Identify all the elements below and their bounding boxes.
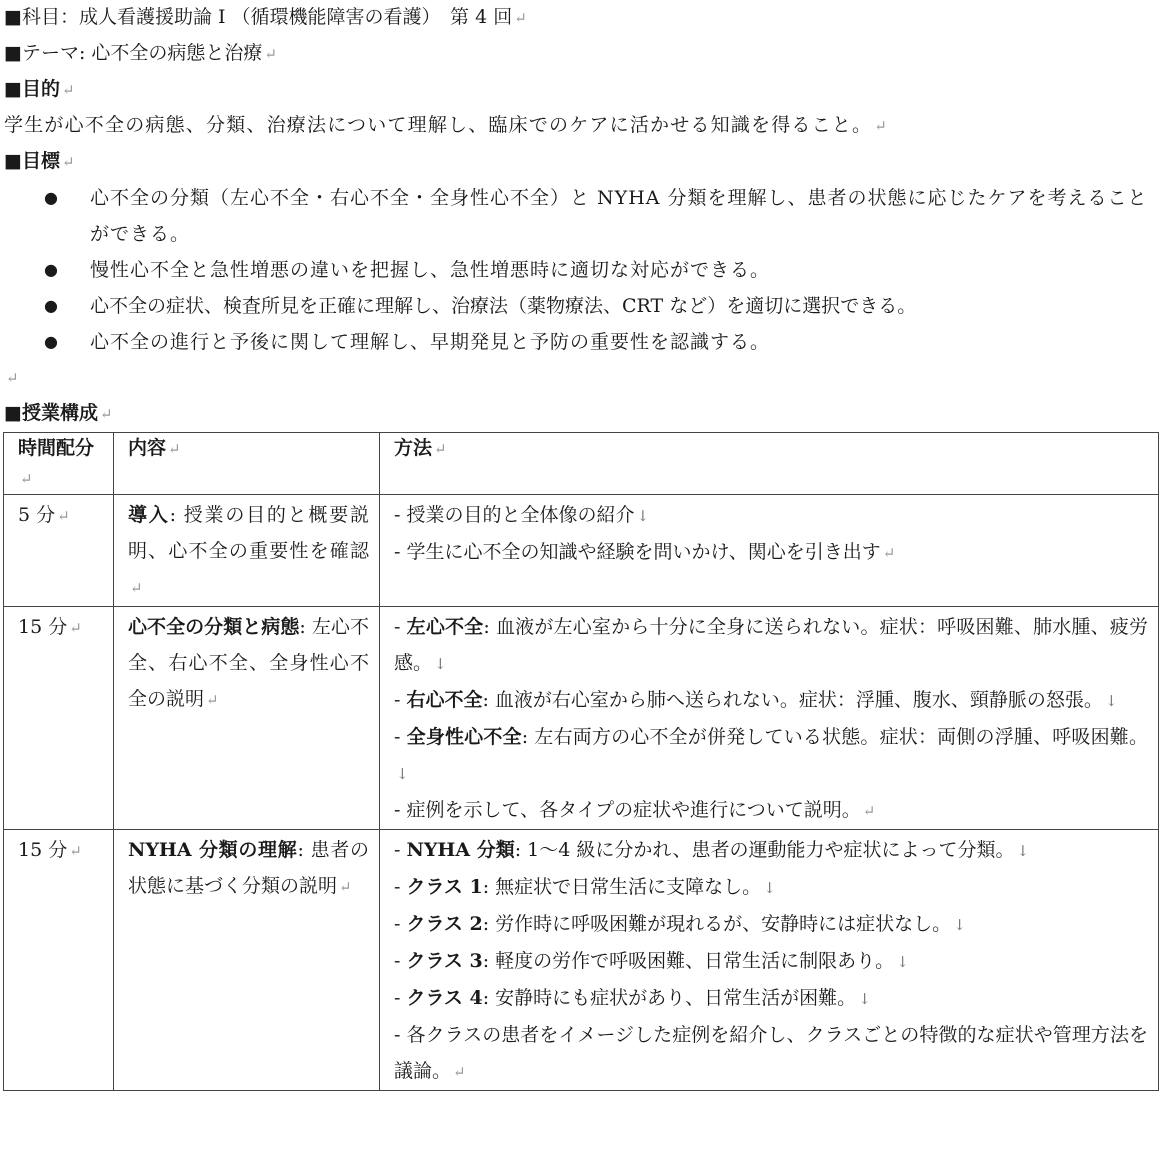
line-break-mark: ↓ bbox=[396, 765, 409, 783]
method-term: クラス 2 bbox=[406, 913, 483, 935]
method-term: クラス 4 bbox=[406, 987, 483, 1009]
paragraph-mark: ↵ bbox=[57, 507, 70, 525]
method-term: 左心不全 bbox=[406, 616, 484, 638]
method-item bbox=[394, 792, 1148, 829]
cell-content bbox=[114, 607, 380, 830]
paragraph-mark: ↵ bbox=[61, 153, 75, 171]
method-term: NYHA 分類 bbox=[406, 839, 515, 861]
time-value: 5 分 bbox=[18, 504, 56, 526]
method-text: : 軽度の労作で呼吸困難、日常生活に制限あり。 bbox=[482, 950, 895, 972]
lesson-plan-table bbox=[3, 432, 1159, 1091]
method-item bbox=[394, 719, 1148, 792]
cell-time bbox=[4, 830, 114, 1091]
line-break-mark: ↓ bbox=[1016, 842, 1030, 860]
bullet-icon: ● bbox=[44, 296, 58, 315]
bullet-icon: ● bbox=[44, 188, 58, 207]
paragraph-mark: ↵ bbox=[69, 619, 82, 637]
method-item bbox=[394, 534, 1148, 571]
paragraph-mark: ↵ bbox=[206, 691, 219, 709]
paragraph-mark: ↵ bbox=[514, 9, 527, 27]
cell-content bbox=[114, 830, 380, 1091]
method-item bbox=[394, 609, 1148, 682]
goal-item: ● 心不全の症状、検査所見を正確に理解し、治療法（薬物療法、CRT など）を適切に選択できる。 bbox=[0, 288, 1168, 324]
goal-item: ● 心不全の分類（左心不全・右心不全・全身性心不全）と NYHA 分類を理解し、患者の状態に応じたケアを考えることができる。 bbox=[0, 180, 1168, 252]
empty-paragraph bbox=[4, 362, 19, 392]
time-value: 15 分 bbox=[18, 839, 68, 861]
method-item bbox=[394, 906, 1148, 943]
content-title: 心不全の分類と病態 bbox=[128, 616, 300, 638]
method-text: : 労作時に呼吸困難が現れるが、安静時には症状なし。 bbox=[482, 913, 952, 935]
table-row bbox=[4, 607, 1159, 830]
content-description: : 患者の状態に基づく分類の説明 bbox=[128, 839, 369, 897]
cell-method bbox=[380, 607, 1159, 830]
line-break-mark: ↓ bbox=[434, 655, 447, 673]
method-prefix: - bbox=[394, 799, 407, 821]
header-content: 内容 ↵ bbox=[114, 433, 380, 495]
method-prefix: - bbox=[394, 616, 407, 638]
cell-time bbox=[4, 607, 114, 830]
cell-content bbox=[114, 495, 380, 607]
paragraph-mark: ↵ bbox=[6, 369, 19, 387]
subject-line: ■科目：成人看護援助論 I （循環機能障害の看護） 第 4 回 ↵ bbox=[4, 6, 527, 28]
cell-method bbox=[380, 495, 1159, 607]
purpose-heading: ■目的 ↵ bbox=[4, 78, 75, 100]
method-text: : 無症状で日常生活に支障なし。 bbox=[482, 876, 762, 898]
header-time: 時間配分↵ bbox=[4, 433, 114, 495]
bullet-icon: ● bbox=[44, 260, 58, 279]
paragraph-mark: ↵ bbox=[130, 579, 143, 597]
cell-time bbox=[4, 495, 114, 607]
line-break-mark: ↓ bbox=[858, 990, 871, 1008]
paragraph-mark: ↵ bbox=[339, 878, 352, 896]
bullet-icon: ● bbox=[44, 332, 58, 351]
method-term: 右心不全 bbox=[406, 689, 483, 711]
time-value: 15 分 bbox=[18, 616, 68, 638]
method-text: 学生に心不全の知識や経験を問いかけ、関心を引き出す bbox=[406, 541, 881, 563]
content-description: : 授業の目的と概要説明、心不全の重要性を確認 bbox=[128, 504, 369, 562]
paragraph-mark: ↵ bbox=[874, 117, 889, 135]
method-text: : 血液が左心室から十分に全身に送られない。症状：呼吸困難、肺水腫、疲労感。 bbox=[394, 616, 1148, 674]
method-prefix: - bbox=[394, 950, 407, 972]
method-text: : 左右両方の心不全が併発している状態。症状：両側の浮腫、呼吸困難。 bbox=[521, 726, 1148, 748]
method-prefix: - bbox=[394, 987, 407, 1009]
method-item bbox=[394, 682, 1148, 719]
line-break-mark: ↓ bbox=[763, 879, 776, 897]
method-prefix: - bbox=[394, 504, 407, 526]
method-prefix: - bbox=[394, 726, 407, 748]
goal-item: ● 心不全の進行と予後に関して理解し、早期発見と予防の重要性を認識する。 bbox=[0, 324, 1168, 360]
method-prefix: - bbox=[394, 1024, 407, 1046]
line-break-mark: ↓ bbox=[636, 507, 650, 525]
line-break-mark: ↓ bbox=[1104, 692, 1118, 710]
method-text: 各クラスの患者をイメージした症例を紹介し、クラスごとの特徴的な症状や管理方法を議論。 bbox=[394, 1024, 1149, 1082]
method-item bbox=[394, 832, 1148, 869]
method-prefix: - bbox=[394, 541, 407, 563]
method-term: クラス 3 bbox=[406, 950, 483, 972]
content-description: : 左心不全、右心不全、全身性心不全の説明 bbox=[128, 616, 369, 710]
table-header-row bbox=[4, 433, 1159, 495]
method-prefix: - bbox=[394, 839, 407, 861]
content-title: 導入 bbox=[128, 504, 170, 526]
theme-line: ■テーマ: 心不全の病態と治療 ↵ bbox=[4, 42, 277, 64]
paragraph-mark: ↵ bbox=[453, 1063, 466, 1081]
line-break-mark: ↓ bbox=[896, 953, 909, 971]
content-title: NYHA 分類の理解 bbox=[128, 839, 298, 861]
method-item bbox=[394, 1017, 1148, 1090]
method-text: : 安静時にも症状があり、日常生活が困難。 bbox=[482, 987, 857, 1009]
cell-method bbox=[380, 830, 1159, 1091]
method-text: : 1～4 級に分かれ、患者の運動能力や症状によって分類。 bbox=[514, 839, 1015, 861]
method-item bbox=[394, 980, 1148, 1017]
method-text: 授業の目的と全体像の紹介 bbox=[406, 504, 635, 526]
paragraph-mark: ↵ bbox=[862, 802, 876, 820]
method-text: 症例を示して、各タイプの症状や進行について説明。 bbox=[406, 799, 861, 821]
paragraph-mark: ↵ bbox=[99, 405, 113, 423]
header-method: 方法 ↵ bbox=[380, 433, 1159, 495]
method-term: クラス 1 bbox=[406, 876, 483, 898]
paragraph-mark: ↵ bbox=[882, 544, 896, 562]
goals-heading: ■目標 ↵ bbox=[4, 150, 75, 172]
paragraph-mark: ↵ bbox=[264, 45, 277, 63]
purpose-text: 学生が心不全の病態、分類、治療法について理解し、臨床でのケアに活かせる知識を得ること。 ↵ bbox=[4, 114, 889, 136]
method-term: 全身性心不全 bbox=[406, 726, 522, 748]
method-item bbox=[394, 943, 1148, 980]
paragraph-mark: ↵ bbox=[69, 842, 82, 860]
structure-heading: ■授業構成 ↵ bbox=[4, 402, 113, 424]
method-item bbox=[394, 497, 1148, 534]
method-prefix: - bbox=[394, 913, 407, 935]
table-row bbox=[4, 830, 1159, 1091]
method-prefix: - bbox=[394, 689, 407, 711]
line-break-mark: ↓ bbox=[953, 916, 966, 934]
table-row bbox=[4, 495, 1159, 607]
paragraph-mark: ↵ bbox=[61, 81, 75, 99]
method-text: : 血液が右心室から肺へ送られない。症状：浮腫、腹水、頸静脈の怒張。 bbox=[482, 689, 1103, 711]
method-item bbox=[394, 869, 1148, 906]
goal-item: ● 慢性心不全と急性増悪の違いを把握し、急性増悪時に適切な対応ができる。 bbox=[0, 252, 1168, 288]
method-prefix: - bbox=[394, 876, 407, 898]
